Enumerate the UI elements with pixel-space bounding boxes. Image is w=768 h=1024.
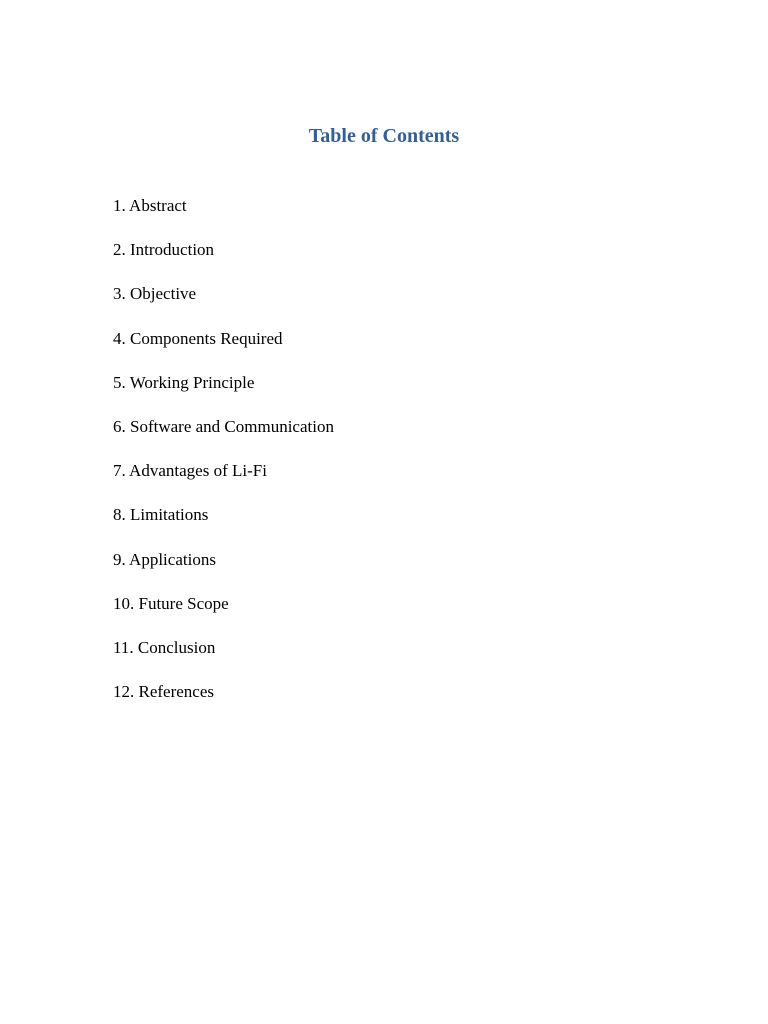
- toc-entry-future-scope: 10. Future Scope: [113, 593, 229, 613]
- toc-list: [113, 192, 334, 722]
- toc-entry-limitations: 8. Limitations: [113, 505, 209, 525]
- toc-entry-components-required: 4. Components Required: [113, 328, 283, 348]
- toc-entry-advantages-of-lifi: 7. Advantages of Li-Fi: [113, 461, 267, 481]
- toc-entry-conclusion: 11. Conclusion: [113, 637, 216, 657]
- toc-entry-working-principle: 5. Working Principle: [113, 372, 255, 392]
- toc-entry-references: 12. References: [113, 682, 215, 702]
- toc-entry-introduction: 2. Introduction: [113, 240, 215, 260]
- toc-entry-software-and-communication: 6. Software and Communication: [113, 416, 334, 436]
- toc-entry-applications: 9. Applications: [113, 549, 216, 569]
- toc-entry-abstract: 1. Abstract: [113, 196, 187, 215]
- toc-heading: Table of Contents: [308, 125, 460, 147]
- toc-entry-objective: 3. Objective: [113, 284, 197, 304]
